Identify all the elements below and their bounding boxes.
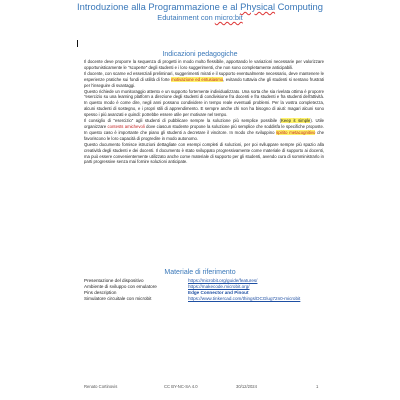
pedagogy-body — [84, 59, 324, 165]
highlighted-text: spirito metacognitivo — [276, 129, 316, 135]
page-footer — [0, 384, 400, 392]
reference-label: Presentazione del dispositivo — [84, 278, 144, 283]
section-title-pedagogy: Indicazioni pedagogiche — [162, 51, 238, 58]
reference-link[interactable]: https://microbit.org/guide/features/ — [188, 278, 258, 283]
highlighted-text: Keep it simple — [281, 118, 311, 124]
title-part-1: Introduzione alla Programmazione e al — [77, 1, 241, 12]
footer-page-number: 1 — [316, 384, 319, 389]
reference-row — [84, 296, 300, 302]
highlighted-text: motivazione ed entusiasmo — [171, 76, 224, 82]
text-run: Il docente deve proporre la sequenza di progetti in modo molto flessibile, apportando le variazioni necessarie per valorizzare opportunisticamente le "scoperte" degli studenti e i loro suggerimenti, che non sono completamente anticipabili. — [84, 59, 324, 70]
paragraph — [84, 71, 324, 89]
reference-label: Pins description — [84, 290, 117, 296]
reference-label: Ambiente di sviluppo con emulatore — [84, 284, 157, 290]
text-run: Il consiglio di "esercizio" agli studenti di pubblicare sempre la soluzione più semplice possibile ( — [84, 118, 282, 124]
paragraph — [84, 89, 324, 119]
text-run: dove ciascun studente propone la soluzione più semplice che soddisfa le specifiche proposte. In questo caso è importante che piano gli studenti a decretare il vincitore. In modo che sviluppino — [84, 123, 324, 135]
text-cursor — [77, 40, 78, 47]
footer-license: CC BY-NC-SA 4.0 — [164, 384, 198, 389]
document-title — [0, 1, 400, 13]
reference-link[interactable]: https://makecode.microbit.org/ — [188, 284, 250, 290]
footer-author: Renato Cortinovis — [84, 384, 118, 389]
text-run: Il docente, con scarne ed essenziali preliminari, suggerimenti mirati e il supporto eventualmente necessario, deve mantenere le esperienze pratiche sui fondi di utilità di forte — [84, 70, 324, 82]
text-run: Questo documento fornisce istruzioni dettagliate con esempi completi di soluzioni, per poi sviluppare sempre più spazio alla creatività degli studenti e dei docenti. Il documento è stato sviluppato progressivamente come materiale di supporto ai docenti, ma può essere convenientemente utilizzato anche come materiale di supporto per gli studenti, avendo cura di somministrarlo in parti progressive senza mai fornire soluzioni anticipate. — [84, 141, 324, 165]
text-run: ). Utile organizzare — [84, 118, 324, 129]
subtitle-part-1: Edutainment con — [157, 13, 215, 22]
document-subtitle — [0, 13, 400, 23]
footer-date: 30/12/2024 — [236, 384, 257, 389]
references-table — [84, 278, 300, 302]
paragraph — [84, 142, 324, 166]
section-title-references: Materiale di riferimento — [164, 269, 236, 276]
paragraph — [84, 118, 324, 142]
title-part-underlined: Physical — [240, 1, 276, 12]
paragraph — [84, 59, 324, 71]
subtitle-part-underlined: micro:bit — [214, 13, 243, 22]
text-run: che favoriscono le loro capacità di progredire in modo autonomo. — [84, 129, 324, 141]
reference-link[interactable]: Edge Connector and Pinout — [188, 290, 249, 296]
highlighted-text: contests amichevoli — [107, 123, 145, 129]
title-part-2: Computing — [275, 1, 323, 12]
text-run: , evitando tuttavia che gli studenti si sentano frustrati per l'inseguire di svantaggi. — [84, 76, 324, 88]
reference-label: Simulatore circuitale con microbit — [84, 296, 152, 302]
reference-link[interactable]: https://www.tinkercad.com/things/DCGlug72n0-microbit — [188, 296, 301, 302]
text-run: Questo richiede un monitoraggio attento e un supporto fortemente individualizzato. Una sorta che sia rivelata ottima è proporre "esercizio su una learning platform a direzione degli studenti di condivisione fra docenti e fra studenti e fra studenti dell'attività. In questo modo è come dire, negli anni possano condividere in tempo reale eventuali problemi. Per la vostra completezza, alcuni studenti di sostegno, e i propri stili di apprendimento. E sempre anche chi non ha bisogno di aiuti: magari alcuni sono spesso i più avanzati e quindi: potrebbe essere utile per motivare nel tempo. — [84, 88, 324, 118]
